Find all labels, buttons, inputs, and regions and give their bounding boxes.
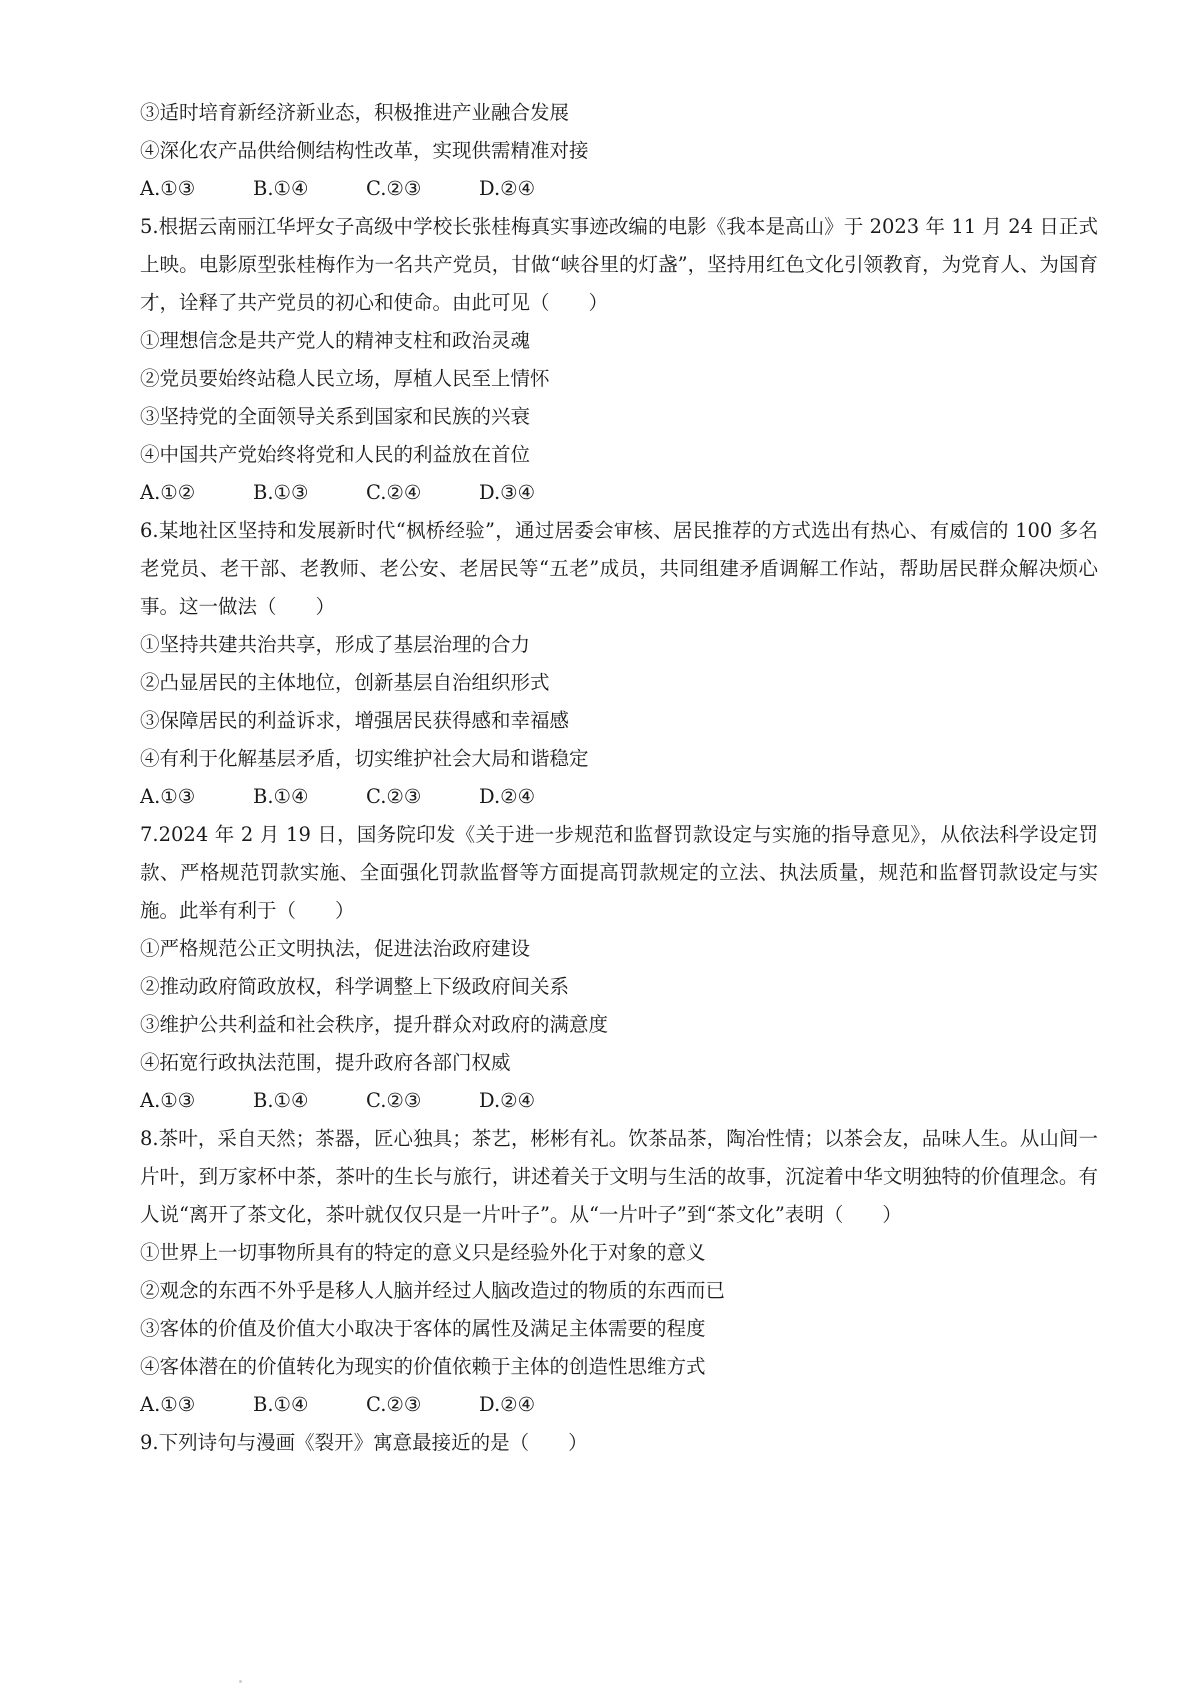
choice-c: C.②③	[366, 785, 422, 808]
exam-content	[140, 94, 1098, 1462]
choice-a: A.①③	[140, 785, 196, 808]
option-3: ③适时培育新经济新业态，积极推进产业融合发展	[140, 101, 570, 124]
option-1: ①坚持共建共治共享，形成了基层治理的合力	[140, 633, 531, 656]
choice-a: A.①③	[140, 1393, 196, 1416]
answer-choices	[140, 1386, 1098, 1424]
option-2: ②党员要始终站稳人民立场，厚植人民至上情怀	[140, 367, 550, 390]
answer-choices	[140, 1082, 1098, 1120]
question-4-continued	[140, 94, 1098, 208]
choice-b: B.①④	[253, 785, 309, 808]
choice-c: C.②③	[366, 1089, 422, 1112]
question-8	[140, 1120, 1098, 1424]
choice-d: D.②④	[479, 1393, 536, 1416]
option-1: ①理想信念是共产党人的精神支柱和政治灵魂	[140, 329, 531, 352]
question-stem: 9.下列诗句与漫画《裂开》寓意最接近的是（ ）	[140, 1431, 588, 1454]
choice-c: C.②③	[366, 177, 422, 200]
question-stem: 6.某地社区坚持和发展新时代“枫桥经验”，通过居委会审核、居民推荐的方式选出有热心、有威信的 100 多名老党员、老干部、老教师、老公安、老居民等“五老”成员，共同组建矛盾调解工作站，帮助居民群众解决烦心事。这一做法（ ）	[140, 519, 1098, 618]
question-stem: 7.2024 年 2 月 19 日，国务院印发《关于进一步规范和监督罚款设定与实施的指导意见》，从依法科学设定罚款、严格规范罚款实施、全面强化罚款监督等方面提高罚款规定的立法、执法质量，规范和监督罚款设定与实施。此举有利于（ ）	[140, 823, 1098, 922]
answer-choices	[140, 474, 1098, 512]
choice-b: B.①④	[253, 1089, 309, 1112]
choice-d: D.③④	[479, 481, 536, 504]
choice-a: A.①②	[140, 481, 196, 504]
choice-d: D.②④	[479, 177, 536, 200]
question-5	[140, 208, 1098, 512]
question-stem: 8.茶叶，采自天然；茶器，匠心独具；茶艺，彬彬有礼。饮茶品茶，陶冶性情；以茶会友，品味人生。从山间一片叶，到万家杯中茶，茶叶的生长与旅行，讲述着关于文明与生活的故事，沉淀着中华文明独特的价值理念。有人说“离开了茶文化，茶叶就仅仅只是一片叶子”。从“一片叶子”到“茶文化”表明（ ）	[140, 1127, 1098, 1226]
option-3: ③保障居民的利益诉求，增强居民获得感和幸福感	[140, 709, 570, 732]
question-6	[140, 512, 1098, 816]
option-2: ②推动政府简政放权，科学调整上下级政府间关系	[140, 975, 570, 998]
option-4: ④有利于化解基层矛盾，切实维护社会大局和谐稳定	[140, 747, 589, 770]
question-9	[140, 1424, 1098, 1462]
option-2: ②凸显居民的主体地位，创新基层自治组织形式	[140, 671, 550, 694]
option-4: ④深化农产品供给侧结构性改革，实现供需精准对接	[140, 139, 589, 162]
option-2: ②观念的东西不外乎是移人人脑并经过人脑改造过的物质的东西而已	[140, 1279, 726, 1302]
answer-choices	[140, 778, 1098, 816]
choice-b: B.①③	[253, 481, 309, 504]
option-4: ④拓宽行政执法范围，提升政府各部门权威	[140, 1051, 511, 1074]
question-stem: 5.根据云南丽江华坪女子高级中学校长张桂梅真实事迹改编的电影《我本是高山》于 2023 年 11 月 24 日正式上映。电影原型张桂梅作为一名共产党员，甘做“峡谷里的灯盏”，坚持用红色文化引领教育，为党育人、为国育才，诠释了共产党员的初心和使命。由此可见（ ）	[140, 215, 1098, 314]
option-1: ①严格规范公正文明执法，促进法治政府建设	[140, 937, 531, 960]
question-7	[140, 816, 1098, 1120]
option-4: ④中国共产党始终将党和人民的利益放在首位	[140, 443, 531, 466]
choice-c: C.②③	[366, 1393, 422, 1416]
choice-b: B.①④	[253, 177, 309, 200]
choice-d: D.②④	[479, 785, 536, 808]
option-4: ④客体潜在的价值转化为现实的价值依赖于主体的创造性思维方式	[140, 1355, 706, 1378]
answer-choices	[140, 170, 1098, 208]
footer-mark	[239, 1680, 242, 1683]
choice-b: B.①④	[253, 1393, 309, 1416]
choice-d: D.②④	[479, 1089, 536, 1112]
choice-a: A.①③	[140, 1089, 196, 1112]
option-3: ③客体的价值及价值大小取决于客体的属性及满足主体需要的程度	[140, 1317, 706, 1340]
option-3: ③坚持党的全面领导关系到国家和民族的兴衰	[140, 405, 531, 428]
option-1: ①世界上一切事物所具有的特定的意义只是经验外化于对象的意义	[140, 1241, 706, 1264]
option-3: ③维护公共利益和社会秩序，提升群众对政府的满意度	[140, 1013, 609, 1036]
choice-a: A.①③	[140, 177, 196, 200]
choice-c: C.②④	[366, 481, 422, 504]
